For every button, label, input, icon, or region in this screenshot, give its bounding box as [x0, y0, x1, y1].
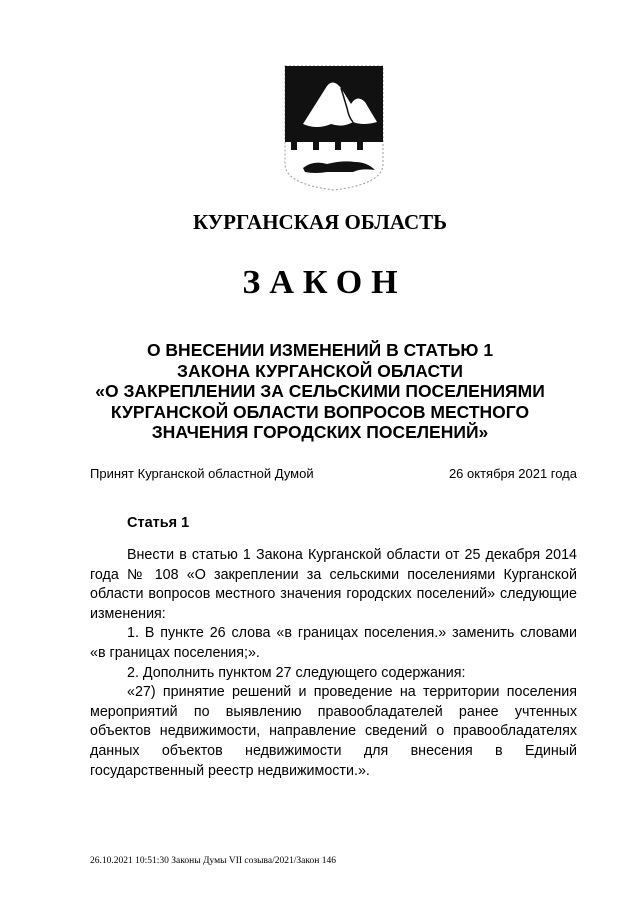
title-line: КУРГАНСКОЙ ОБЛАСТИ ВОПРОСОВ МЕСТНОГО: [110, 401, 530, 422]
adoption-date: 26 октября 2021 года: [448, 466, 577, 481]
article-body: [90, 546, 577, 781]
title-line: ЗАКОНА КУРГАНСКОЙ ОБЛАСТИ: [177, 360, 463, 381]
title-line: ЗНАЧЕНИЯ ГОРОДСКИХ ПОСЕЛЕНИЙ»: [151, 422, 489, 442]
coat-of-arms-emblem: [283, 64, 385, 192]
region-name: КУРГАНСКАЯ ОБЛАСТЬ: [192, 210, 448, 234]
title-line: «О ЗАКРЕПЛЕНИИ ЗА СЕЛЬСКИМИ ПОСЕЛЕНИЯМИ: [95, 381, 545, 401]
paragraph: 2. Дополнить пунктом 27 следующего содержания:: [127, 664, 466, 681]
paragraph: Внести в статью 1 Закона Курганской области от 25 декабря 2014 года № 108 «О закреплении за сельскими поселениями Курганской области вопросов местного значения городских поселений» следующие изменения:: [90, 547, 577, 622]
adopted-by: Принят Курганской областной Думой: [90, 466, 314, 481]
article-heading: Статья 1: [127, 515, 190, 531]
paragraph: 1. В пункте 26 слова «в границах поселения.» заменить словами «в границах поселения;».: [90, 625, 577, 661]
paragraph: «27) принятие решений и проведение на территории поселения мероприятий по выявлению правообладателей ранее учтенных объектов недвижимости, направление сведений о правообладателях данных объектов недвижимости для внесения в Единый государственный реестр недвижимости.».: [90, 684, 577, 779]
document-type: ЗАКОН: [242, 264, 407, 301]
law-title: [60, 340, 580, 443]
footer-stamp: 26.10.2021 10:51:30 Законы Думы VII созыва/2021/Закон 146: [90, 856, 336, 866]
title-line: О ВНЕСЕНИИ ИЗМЕНЕНИЙ В СТАТЬЮ 1: [146, 340, 494, 360]
